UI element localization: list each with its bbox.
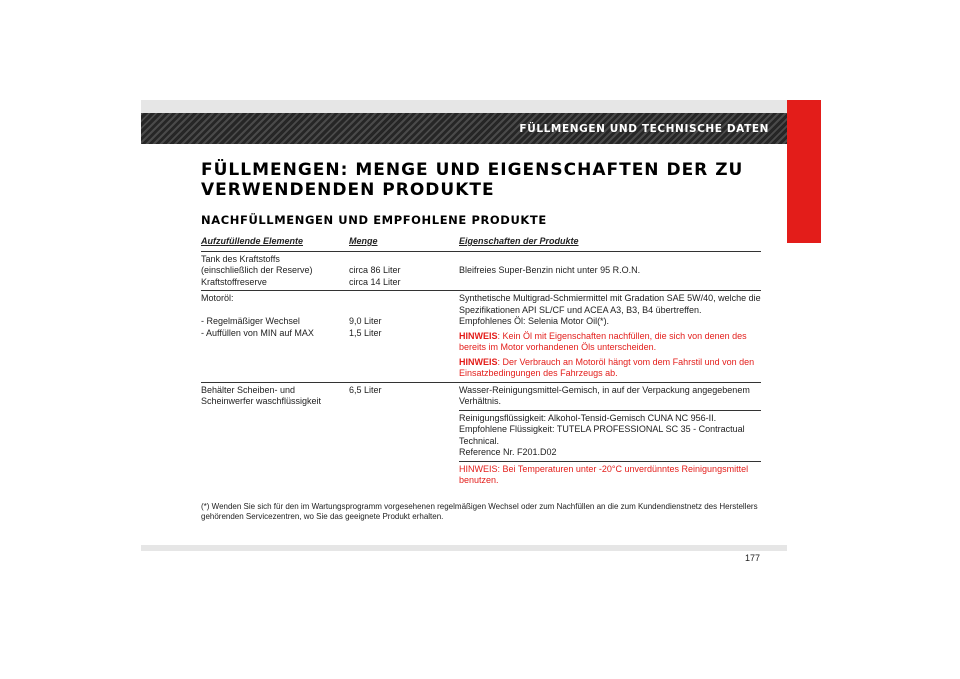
oil-element-cell (201, 293, 349, 380)
cell-text: Synthetische Multigrad-Schmiermittel mit Gradation SAE 5W/40, welche die Spezifikationen API SL/CF und ACEA A3, B3, B4 übertreffen. (459, 293, 761, 315)
oil-quantity-cell (349, 293, 459, 380)
cell-text: Bleifreies Super-Benzin nicht unter 95 R.O.N. (459, 265, 641, 275)
note-text: : Der Verbrauch an Motoröl hängt vom dem Fahrstil und von den Einsatzbedingungen des Fahrzeugs ab. (459, 356, 755, 378)
cell-text: Wasser-Reinigungsmittel-Gemisch, in auf der Verpackung angegebenem Verhältnis. (459, 384, 750, 406)
washer-element-cell (201, 385, 349, 487)
oil-note-2 (459, 357, 761, 380)
spacer (349, 293, 459, 305)
header-quantity: Menge (349, 236, 378, 246)
cell-text: 6,5 Liter (349, 384, 382, 395)
fuel-element-cell (201, 254, 349, 289)
section-subtitle: NACHFÜLLMENGEN UND EMPFOHLENE PRODUKTE (201, 213, 547, 227)
cell-text: Behälter Scheiben- und Scheinwerfer waschflüssigkeit (201, 384, 322, 406)
table-row-oil (201, 291, 761, 383)
fluids-table (201, 236, 761, 489)
bottom-strip (141, 545, 787, 551)
chapter-tab (787, 100, 821, 342)
washer-property-block (459, 410, 761, 459)
cell-text (459, 277, 761, 289)
cell-text (349, 254, 459, 266)
cell-text: Tank des Kraftstoffs (201, 253, 280, 264)
cell-text: - Auffüllen von MIN auf MAX (201, 327, 314, 338)
oil-note-1 (459, 331, 761, 354)
washer-quantity-cell (349, 385, 459, 487)
cell-text (201, 305, 349, 317)
cell-text: Empfohlene Flüssigkeit: TUTELA PROFESSIONAL SC 35 - Contractual Technical. (459, 424, 745, 446)
note-label: HINWEIS (459, 330, 498, 341)
section-header-title: FÜLLMENGEN UND TECHNISCHE DATEN (519, 123, 769, 135)
spacer (349, 305, 459, 317)
oil-property-cell (459, 293, 761, 380)
cell-text: Motoröl: (201, 293, 234, 303)
note-label: HINWEIS (459, 356, 498, 367)
cell-text (459, 254, 761, 266)
fuel-property-cell (459, 254, 761, 289)
cell-text: Kraftstoffreserve (201, 276, 267, 287)
cell-text: Reinigungsflüssigkeit: Alkohol-Tensid-Gemisch CUNA NC 956-II. (459, 412, 717, 423)
cell-text: (einschließlich der Reserve) (201, 265, 313, 275)
note-text: : Kein Öl mit Eigenschaften nachfüllen, die sich von denen des bereits im Motor vorhandenen Öls unterscheiden. (459, 330, 747, 352)
header-properties: Eigenschaften der Produkte (459, 236, 579, 246)
cell-text: 1,5 Liter (349, 327, 382, 338)
cell-text: - Regelmäßiger Wechsel (201, 316, 300, 326)
footnote: (*) Wenden Sie sich für den im Wartungsprogramm vorgesehenen regelmäßigen Wechsel oder zum Nachfüllen an die zum Kundendienstnetz des Herstellers gehörenden Servicezentren, wo Sie das geeignete Produkt erhalten. (201, 502, 758, 521)
chapter-number: 7 (799, 327, 809, 342)
cell-text: Reference Nr. F201.D02 (459, 447, 557, 457)
section-header-band (141, 113, 787, 144)
cell-text: Empfohlenes Öl: Selenia Motor Oil(*). (459, 316, 610, 326)
page-title: FÜLLMENGEN: MENGE UND EIGENSCHAFTEN DER ZU VERWENDENDEN PRODUKTE (201, 160, 744, 200)
washer-note: HINWEIS: Bei Temperaturen unter -20°C unverdünntes Reinigungsmittel benutzen. (459, 461, 761, 487)
table-row-washer (201, 383, 761, 489)
table-header (201, 236, 761, 252)
table-row-fuel (201, 252, 761, 292)
page-number: 177 (744, 553, 760, 563)
top-strip (141, 100, 787, 113)
cell-text: 9,0 Liter (349, 316, 382, 326)
fuel-quantity-cell (349, 254, 459, 289)
cell-text: circa 86 Liter (349, 265, 401, 275)
cell-text: circa 14 Liter (349, 276, 401, 287)
washer-property-cell (459, 385, 761, 487)
header-elements: Aufzufüllende Elemente (201, 236, 304, 246)
